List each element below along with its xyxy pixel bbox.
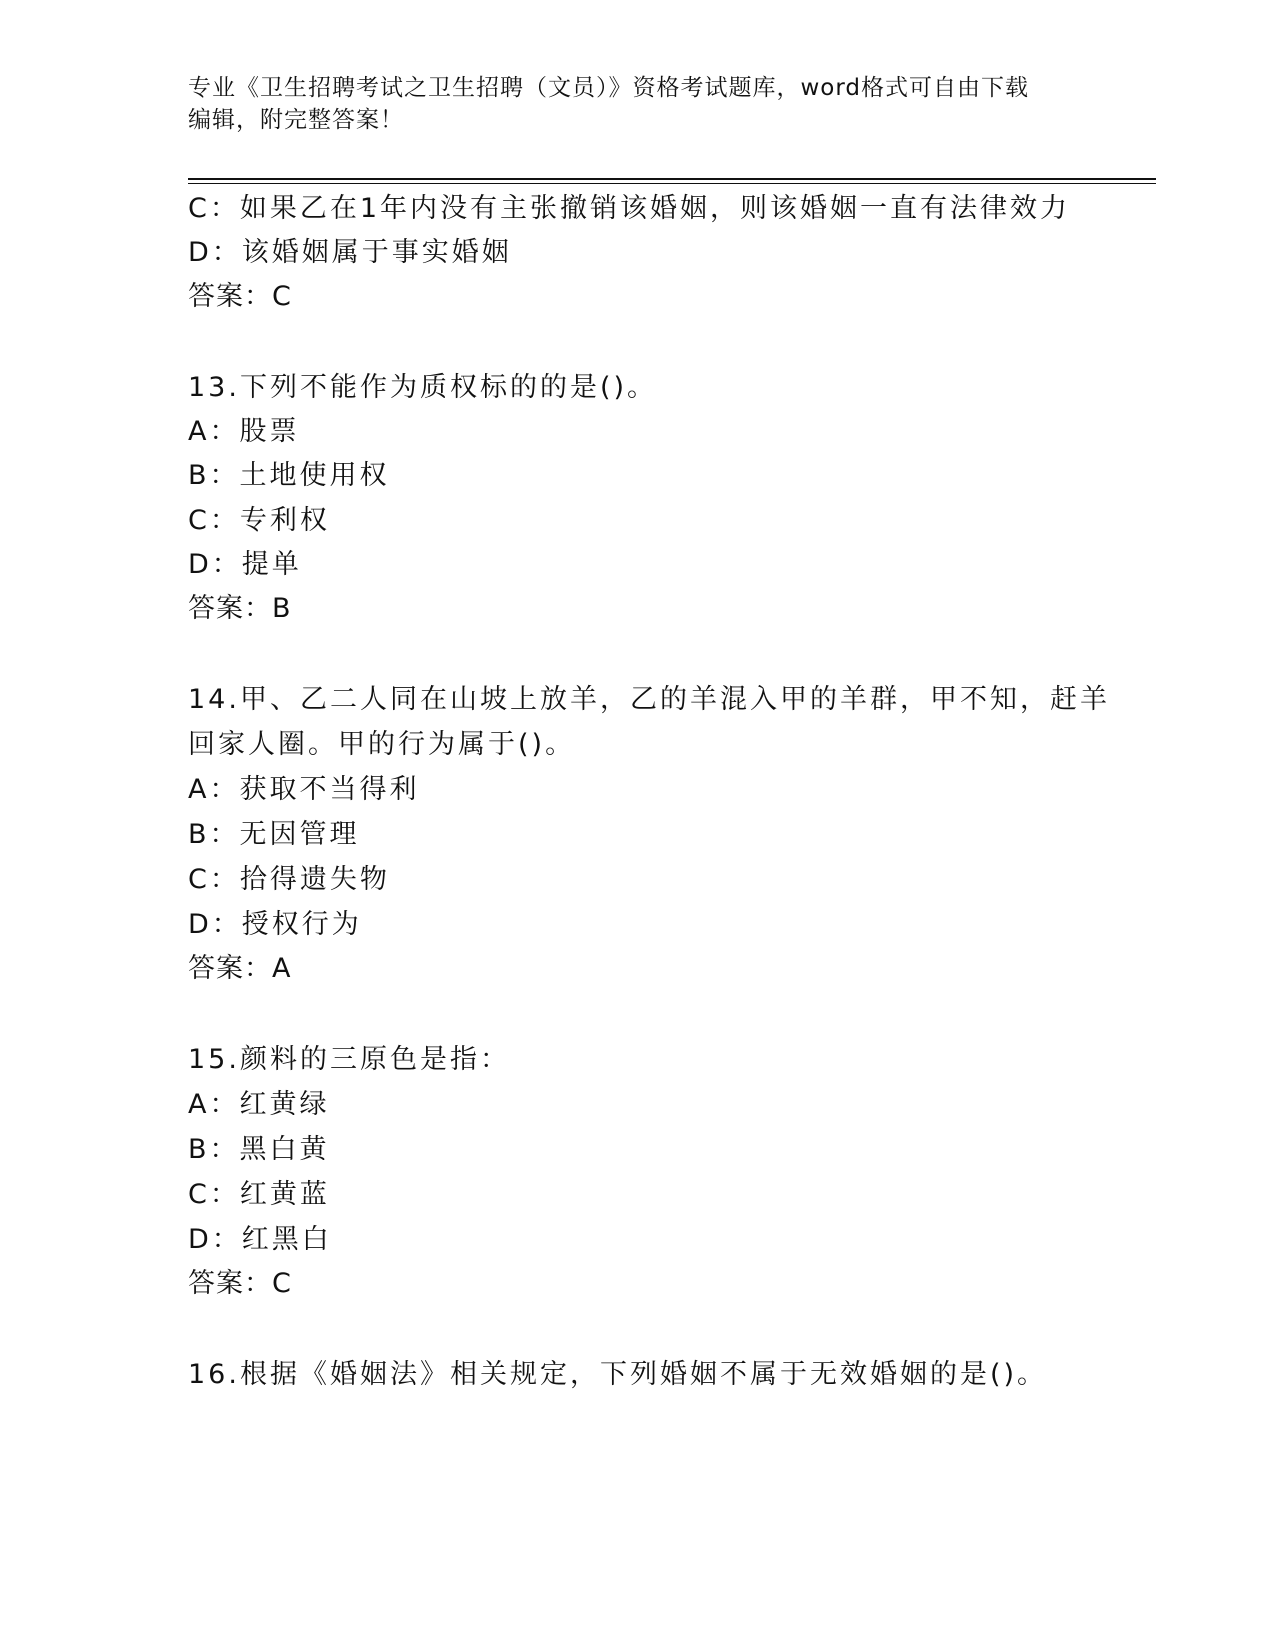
q14-stem-line-2: 回家人圈。甲的行为属于()。 xyxy=(188,729,576,760)
header-line-1: 专业《卫生招聘考试之卫生招聘（文员）》资格考试题库，word格式可自由下载 xyxy=(188,75,1030,101)
header-divider-thin xyxy=(188,183,1156,184)
q14-stem-line-1: 14.甲、乙二人同在山坡上放羊，乙的羊混入甲的羊群，甲不知，赶羊 xyxy=(188,684,1110,715)
q16-stem: 16.根据《婚姻法》相关规定，下列婚姻不属于无效婚姻的是()。 xyxy=(188,1359,1048,1390)
q15-option-a: A：红黄绿 xyxy=(188,1089,330,1120)
q12-option-d: D：该婚姻属于事实婚姻 xyxy=(188,237,512,268)
q14-option-b: B：无因管理 xyxy=(188,819,360,850)
q14-option-a: A：获取不当得利 xyxy=(188,774,420,805)
q13-stem: 13.下列不能作为质权标的的是()。 xyxy=(188,372,658,403)
q12-option-c: C：如果乙在1年内没有主张撤销该婚姻，则该婚姻一直有法律效力 xyxy=(188,193,1071,224)
q13-option-b: B：土地使用权 xyxy=(188,460,390,491)
header-line-2: 编辑，附完整答案！ xyxy=(188,107,404,133)
q13-answer: 答案：B xyxy=(188,593,292,624)
document-header xyxy=(188,72,1078,136)
q14-answer: 答案：A xyxy=(188,953,292,984)
q13-option-c: C：专利权 xyxy=(188,505,330,536)
q15-option-c: C：红黄蓝 xyxy=(188,1179,330,1210)
q14-option-d: D：授权行为 xyxy=(188,909,362,940)
q14-option-c: C：拾得遗失物 xyxy=(188,864,390,895)
q15-answer: 答案：C xyxy=(188,1268,292,1299)
q13-option-d: D：提单 xyxy=(188,549,302,580)
q15-stem: 15.颜料的三原色是指： xyxy=(188,1044,510,1075)
q12-answer: 答案：C xyxy=(188,281,292,312)
q15-option-b: B：黑白黄 xyxy=(188,1134,330,1165)
q15-option-d: D：红黑白 xyxy=(188,1224,332,1255)
q13-option-a: A：股票 xyxy=(188,416,300,447)
header-divider-thick xyxy=(188,178,1156,180)
